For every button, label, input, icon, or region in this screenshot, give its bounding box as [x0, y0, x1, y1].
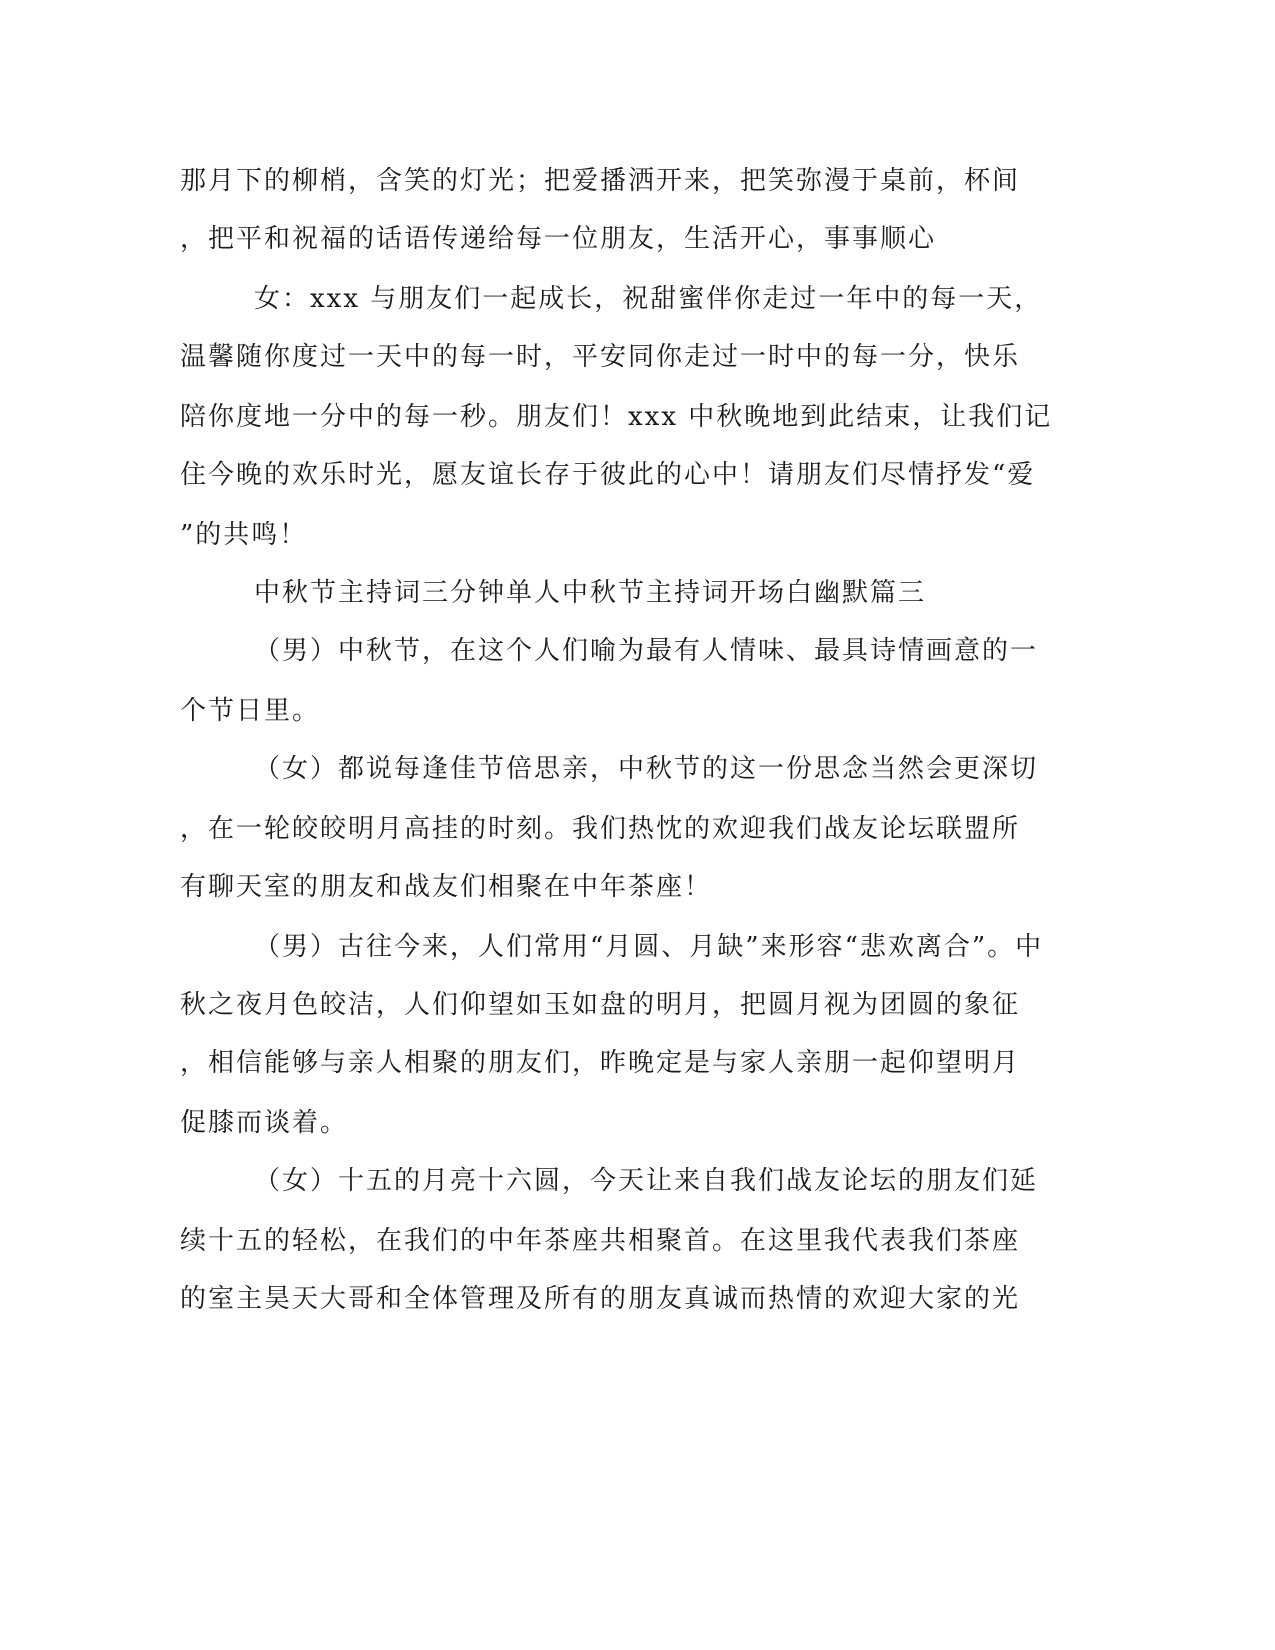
text-line: 促膝而谈着。 [180, 1108, 349, 1138]
text-line: 陪你度地一分中的每一秒。朋友们！xxx 中秋晚地到此结束，让我们记 [180, 402, 1053, 432]
text-line: 女：xxx 与朋友们一起成长，祝甜蜜伴你走过一年中的每一天， [254, 284, 1043, 314]
text-line: ”的共鸣！ [180, 520, 308, 550]
text-line: 温馨随你度过一天中的每一时，平安同你走过一时中的每一分，快乐 [180, 342, 1021, 372]
text-line: （女）都说每逢佳节倍思亲，中秋节的这一份思念当然会更深切 [254, 754, 1039, 784]
text-line: ，把平和祝福的话语传递给每一位朋友，生活开心，事事顺心 [180, 224, 937, 254]
text-line: （女）十五的月亮十六圆，今天让来自我们战友论坛的朋友们延 [254, 1166, 1039, 1196]
text-line: （男）中秋节，在这个人们喻为最有人情味、最具诗情画意的一 [254, 636, 1039, 666]
text-line: 的室主昊天大哥和全体管理及所有的朋友真诚而热情的欢迎大家的光 [180, 1284, 1021, 1314]
text-line: 住今晚的欢乐时光，愿友谊长存于彼此的心中！请朋友们尽情抒发“爱 [180, 460, 1036, 490]
text-line: 有聊天室的朋友和战友们相聚在中年茶座！ [180, 872, 713, 902]
text-line: ，相信能够与亲人相聚的朋友们，昨晚定是与家人亲朋一起仰望明月 [180, 1048, 1021, 1078]
text-line: ，在一轮皎皎明月高挂的时刻。我们热忱的欢迎我们战友论坛联盟所 [180, 814, 1021, 844]
text-line: 秋之夜月色皎洁，人们仰望如玉如盘的明月，把圆月视为团圆的象征 [180, 990, 1021, 1020]
section-heading: 中秋节主持词三分钟单人中秋节主持词开场白幽默篇三 [254, 578, 927, 608]
text-line: 续十五的轻松，在我们的中年茶座共相聚首。在这里我代表我们茶座 [180, 1226, 1021, 1256]
text-line: （男）古往今来，人们常用“月圆、月缺”来形容“悲欢离合”。中 [254, 932, 1044, 962]
text-line: 那月下的柳梢，含笑的灯光；把爱播洒开来，把笑弥漫于桌前，杯间 [180, 166, 1021, 196]
text-line: 个节日里。 [180, 696, 321, 726]
